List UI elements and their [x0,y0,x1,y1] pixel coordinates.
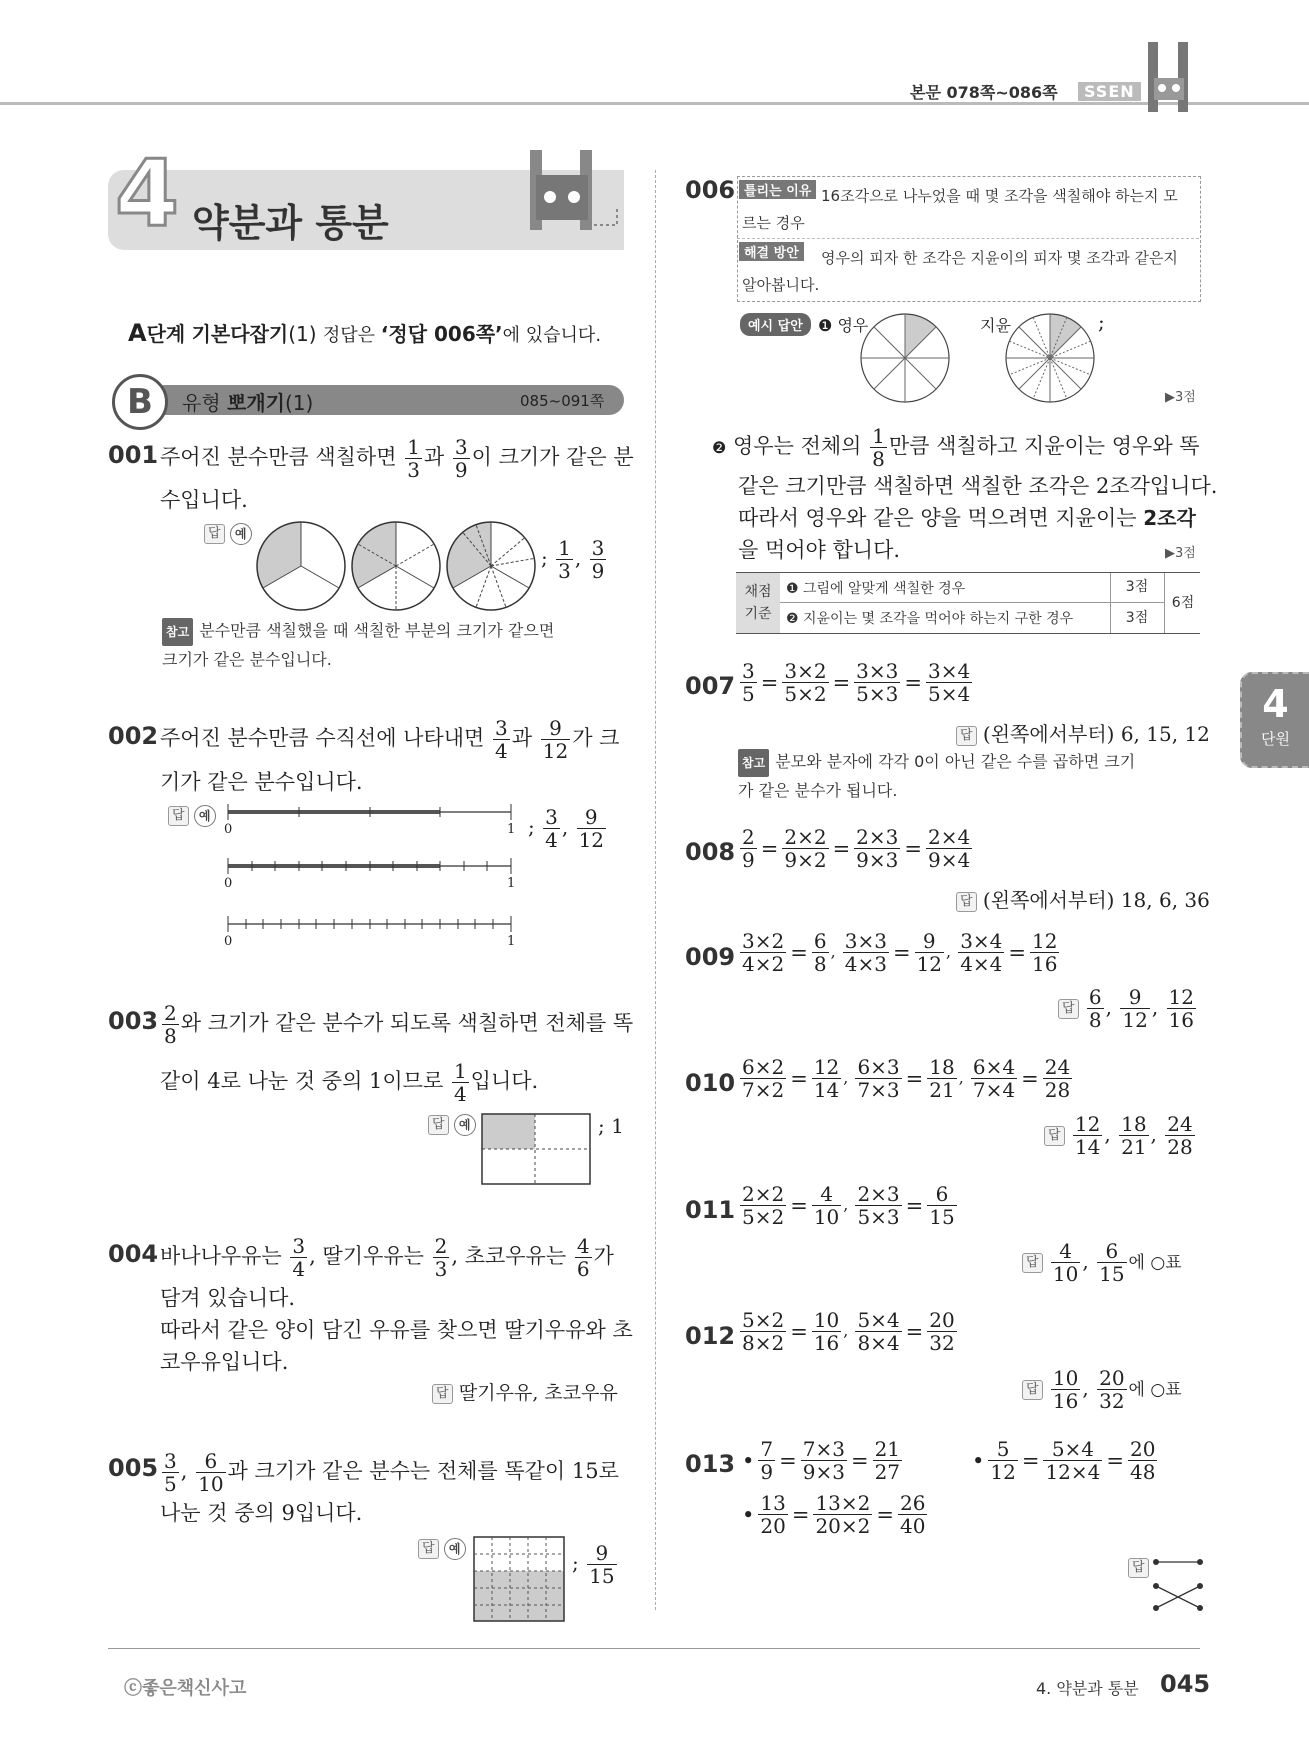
q002-zero-3: 0 [224,934,233,949]
q003-line1: $\frac{2}{8}$ 와 크기가 같은 분수가 되도록 색칠하면 전체를 똑 [164,1001,634,1048]
q004-number: 004 [108,1240,159,1268]
q001-number: 001 [108,441,159,469]
side-tab[interactable] [1240,672,1309,768]
numline-quarters [228,804,511,820]
side-tab-number: 4 [1262,682,1289,726]
q007-expr: $\frac{3}{5}$ = $\frac{3\times 2}{5\times 2}$ = $\frac{3\times 3}{5\times 3}$ = $\frac{3\times 4}{5\times 4}$ [742,659,971,706]
footer-chapter: 4. 약분과 통분 [1036,1679,1139,1698]
q006-info-divider [737,238,1199,239]
q010-number: 010 [685,1069,736,1097]
mascot-icon [1140,38,1200,118]
q011-expr: $\frac{2\times 2}{5\times 2}$ = $\frac{4}{10}$ , $\frac{2\times 3}{5\times 3}$ = $\frac{6}{15}$ [742,1182,955,1229]
q002-number-lines [220,800,530,960]
q002-one-3: 1 [507,934,516,949]
chapter-mascot-icon [522,145,622,245]
side-tab-label: 단원 [1261,730,1290,748]
q006-semi: ; [1098,310,1105,334]
q009-answer: 답 $\frac{6}{8}$ , $\frac{9}{12}$ , $\frac{12}{16}$ [1058,986,1198,1031]
q002-line2: 기가 같은 분수입니다. [160,770,363,794]
q003-number: 003 [108,1007,159,1035]
q009-number: 009 [685,943,736,971]
grading-label1: 채점 [744,584,772,600]
stage-b-pages: 085~091쪽 [520,392,605,410]
q001-circles [256,520,536,612]
q006-example-label: 예시 답안 [740,313,811,336]
q007-number: 007 [685,672,736,700]
q006-p2-line1: ❷ 영우는 전체의 $\frac{1}{8}$ 만큼 색칠하고 지윤이는 영우와 똑 [712,424,1200,471]
q006-sol-label: 해결 방안 [739,242,804,261]
grading-label2: 기준 [744,606,772,622]
q006-p2-line3: 따라서 영우와 같은 양을 먹으려면 지윤이는 2조각 [738,506,1196,530]
q006-p2-line4: 을 먹어야 합니다. [738,538,901,562]
stage-b-title: 유형 뽀개기(1) [182,391,314,415]
q001-line2: 수입니다. [160,488,248,512]
q013-matching-diagram [1148,1552,1208,1612]
q004-line3: 따라서 같은 양이 담긴 우유를 찾으면 딸기우유와 초 [160,1318,633,1342]
q002-one-1: 1 [507,822,516,837]
q006-pts2: ▶3점 [1165,546,1196,561]
grading-r2p: 3점 [1110,603,1163,633]
column-divider [655,170,656,1610]
q002-answer: ; $\frac{3}{4}$ , $\frac{9}{12}$ [528,805,605,852]
q001-answer-label: 답 예 [204,523,252,545]
q003-answer: ; 1 [598,1114,624,1138]
q001-line1: 주어진 분수만큼 색칠하면 $\frac{1}{3}$ 과 $\frac{3}{9}$ 이 크기가 같은 분 [160,435,634,482]
q006-pizzas [860,312,1100,404]
footer-rule [108,1648,1200,1649]
q007-answer: 답 (왼쪽에서부터) 6, 15, 12 [956,718,1210,747]
q001-answer: ; $\frac{1}{3}$ , $\frac{3}{9}$ [541,536,605,583]
q006-pts1: ▶3점 [1165,390,1196,405]
header-range: 본문 078쪽~086쪽 [910,83,1058,102]
q010-expr: $\frac{6\times 2}{7\times 2}$ = $\frac{12}{14}$ , $\frac{6\times 3}{7\times 3}$ = $\frac{18}{21}$ , $\frac{6\times 4}{7\times 4}$ = $\frac{24}{28}$ [742,1055,1071,1102]
q001-note: 참고 분수만큼 색칠했을 때 색칠한 부분의 크기가 같으면 크기가 같은 분수입니다. [162,617,627,674]
q010-answer: 답 $\frac{12}{14}$ , $\frac{18}{21}$ , $\frac{24}{28}$ [1044,1113,1197,1158]
q002-one-2: 1 [507,876,516,891]
grading-r1: ❶ 그림에 알맞게 색칠한 경우 [786,581,966,597]
q004-answer: 답 딸기우유, 초코우유 [432,1378,618,1405]
q011-answer: 답 $\frac{4}{10}$ , $\frac{6}{15}$ 에 ○표 [1022,1240,1182,1285]
q006-why-label: 틀리는 이유 [739,180,816,199]
grading-table [736,572,1200,634]
page-number: 045 [1160,1670,1211,1698]
q013-expr1: • $\frac{7}{9}$ = $\frac{7\times 3}{9\times 3}$ = $\frac{21}{27}$ [742,1437,901,1484]
q008-expr: $\frac{2}{9}$ = $\frac{2\times 2}{9\times 2}$ = $\frac{2\times 3}{9\times 3}$ = $\frac{2\times 4}{9\times 4}$ [742,825,971,872]
q012-number: 012 [685,1322,736,1350]
q004-line2: 담겨 있습니다. [160,1286,296,1310]
grading-total: 6점 [1164,573,1201,633]
numline-sixteenths [228,916,511,932]
q007-note: 참고 분모와 분자에 각각 0이 아닌 같은 수를 곱하면 크기 가 같은 분수가 됩니다. [738,748,1203,805]
q004-line1: 바나나우유는 $\frac{3}{4}$ , 딸기우유는 $\frac{2}{3}$ , 초코우유는 $\frac{4}{6}$ 가 [160,1234,614,1281]
q011-number: 011 [685,1196,736,1224]
q008-answer: 답 (왼쪽에서부터) 18, 6, 36 [956,884,1210,913]
q006-jiyoon: 지윤 [980,316,1011,335]
stage-a-letter: A [128,319,147,347]
q013-number: 013 [685,1450,736,1478]
q005-number: 005 [108,1454,159,1482]
q013-expr2: • $\frac{5}{12}$ = $\frac{5\times 4}{12\times 4}$ = $\frac{20}{48}$ [972,1437,1156,1484]
q012-expr: $\frac{5\times 2}{8\times 2}$ = $\frac{10}{16}$ , $\frac{5\times 4}{8\times 4}$ = $\frac{20}{32}$ [742,1308,955,1355]
q006-part1: ❶ 영우 [818,316,869,335]
q005-line1: $\frac{3}{5}$ , $\frac{6}{10}$ 과 크기가 같은 분수는 전체를 똑같이 15로 [164,1449,619,1496]
chapter-title: 약분과 통분 [192,201,389,245]
q005-answer: ; $\frac{9}{15}$ [572,1541,615,1588]
q006-why: 16조각으로 나누었을 때 몇 조각을 색칠해야 하는지 모 르는 경우 [742,187,1178,232]
q002-zero-2: 0 [224,876,233,891]
q006-sol: 영우의 피자 한 조각은 지윤이의 피자 몇 조각과 같은지 알아봅니다. [742,249,1178,294]
q002-number: 002 [108,722,159,750]
q013-answer-label: 답 [1128,1557,1149,1578]
q003-answer-label: 답 예 [428,1114,476,1136]
q008-number: 008 [685,838,736,866]
q005-rect [473,1536,565,1622]
q006-p2-line2: 같은 크기만큼 색칠하면 색칠한 조각은 2조각입니다. [738,474,1218,498]
q002-zero-1: 0 [224,822,233,837]
q002-line1: 주어진 분수만큼 수직선에 나타내면 $\frac{3}{4}$ 과 $\frac{9}{12}$ 가 크 [160,716,620,763]
q003-line2: 같이 4로 나눈 것 중의 1이므로 $\frac{1}{4}$ 입니다. [160,1059,539,1106]
q003-rect [481,1113,591,1185]
q006-number: 006 [685,176,736,204]
footer-publisher: ⓒ좋은책신사고 [124,1678,247,1699]
q004-line4: 코우유입니다. [160,1350,289,1374]
grading-r2: ❷ 지윤이는 몇 조각을 먹어야 하는지 구한 경우 [786,611,1074,627]
stage-b-letter: B [112,374,168,430]
numline-twelfths [228,858,511,874]
header-rule [0,102,1309,105]
grading-r1p: 3점 [1110,573,1163,602]
q009-expr: $\frac{3\times 2}{4\times 2}$ = $\frac{6}{8}$ , $\frac{3\times 3}{4\times 3}$ = $\frac{9}{12}$ , $\frac{3\times 4}{4\times 4}$ = $\frac{12}{16}$ [742,929,1058,976]
brand-logo: SSEN [1078,82,1141,101]
q013-expr3: • $\frac{13}{20}$ = $\frac{13\times 2}{20\times 2}$ = $\frac{26}{40}$ [742,1491,926,1538]
chapter-number: 4 [115,140,180,247]
q005-line2: 나눈 것 중의 9입니다. [160,1501,363,1525]
stage-a-line: A단계 기본다잡기(1) 정답은 ‘정답 006쪽’에 있습니다. [128,319,602,347]
q005-answer-label: 답 예 [418,1538,466,1560]
q012-answer: 답 $\frac{10}{16}$ , $\frac{20}{32}$ 에 ○표 [1022,1367,1182,1412]
q002-answer-label: 답 예 [168,805,216,827]
